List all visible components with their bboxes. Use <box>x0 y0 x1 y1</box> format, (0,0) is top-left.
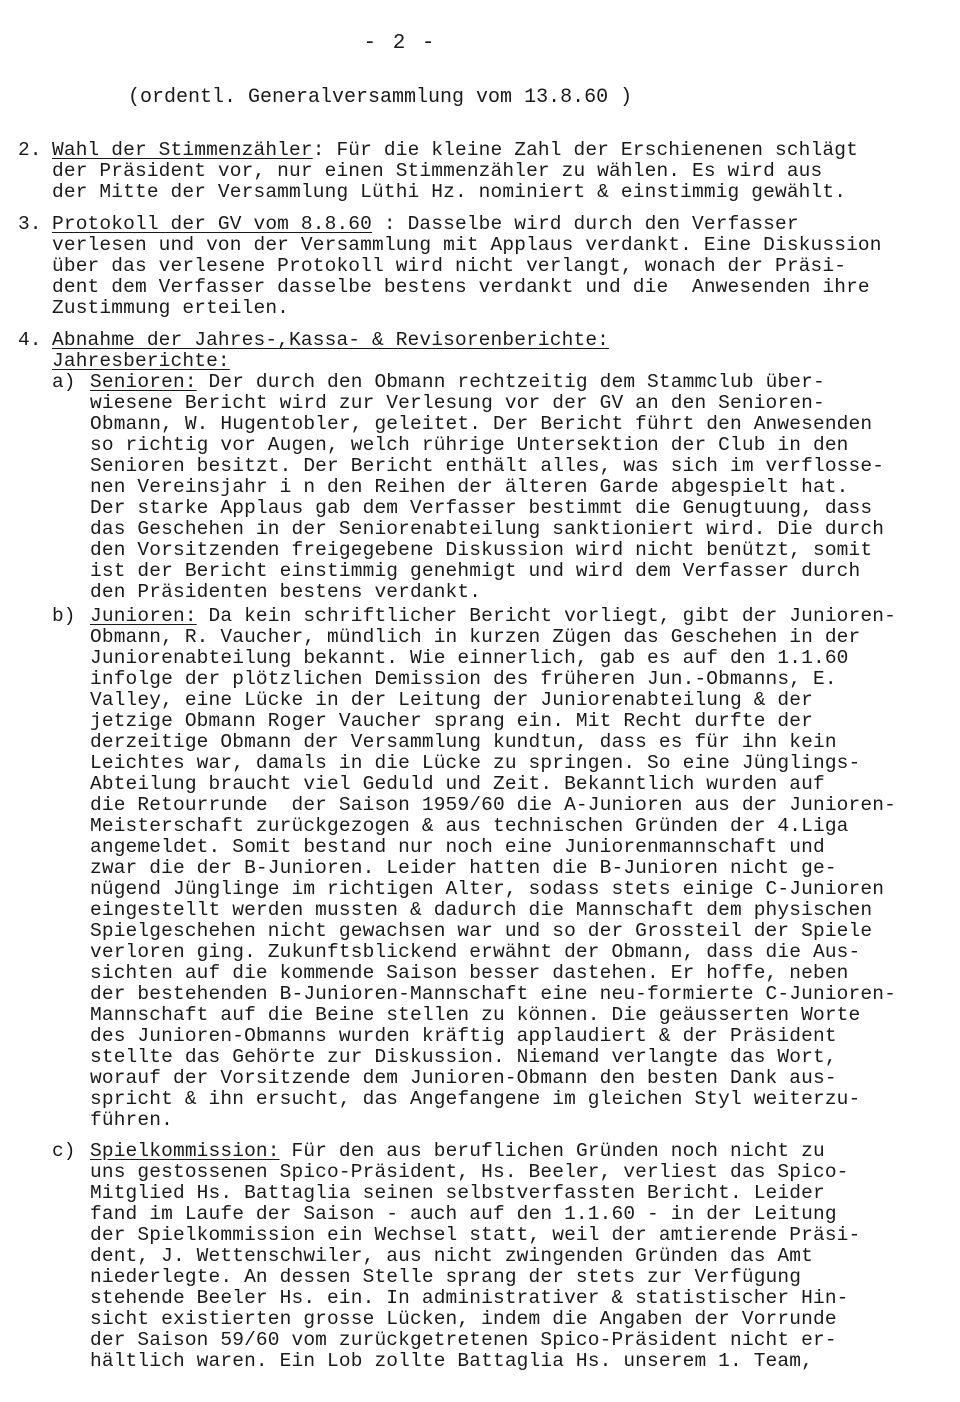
section-line: der Präsident vor, nur einen Stimmenzähler zu wählen. Es wird aus <box>52 160 823 182</box>
item-line: Valley, eine Lücke in der Leitung der Juniorenabteilung & der <box>90 689 813 711</box>
item-text: Der durch den Obmann rechtzeitig dem Stammclub über- <box>196 371 825 393</box>
item-line: der Spielkommission ein Wechsel statt, weil der amtierende Präsi- <box>90 1224 861 1246</box>
item-text: Für den aus beruflichen Gründen noch nicht zu <box>279 1140 825 1162</box>
item-line: Obmann, R. Vaucher, mündlich in kurzen Zügen das Geschehen in der <box>90 626 861 648</box>
item-heading: Senioren: <box>90 371 197 393</box>
item-line: Mannschaft auf die Beine stellen zu können. Die geäusserten Worte <box>90 1004 861 1026</box>
item-line: angemeldet. Somit bestand nur noch eine Juniorenmannschaft und <box>90 836 825 858</box>
item-line: ist der Bericht einstimmig genehmigt und wird dem Verfasser durch <box>90 560 861 582</box>
item-line: uns gestossenen Spico-Präsident, Hs. Beeler, verliest das Spico- <box>90 1161 849 1183</box>
section-number: 3. <box>18 213 42 235</box>
section-line <box>52 213 799 235</box>
item-line: das Geschehen in der Seniorenabteilung sanktioniert wird. Die durch <box>90 518 885 540</box>
item-line: eingestellt werden mussten & dadurch die Mannschaft dem physischen <box>90 899 873 921</box>
item-line: stellte das Gehörte zur Diskussion. Niemand verlangte das Wort, <box>90 1046 837 1068</box>
item-line: infolge der plötzlichen Demission des früheren Jun.-Obmanns, E. <box>90 668 837 690</box>
item-line: Mitglied Hs. Battaglia seinen selbstverfassten Bericht. Leider <box>90 1182 825 1204</box>
item-line: worauf der Vorsitzende dem Junioren-Obmann den besten Dank aus- <box>90 1067 837 1089</box>
item-line: dent, J. Wettenschwiler, aus nicht zwingenden Gründen das Amt <box>90 1245 813 1267</box>
item-label: c) <box>52 1140 76 1162</box>
section-line: über das verlesene Protokoll wird nicht verlangt, wonach der Präsi- <box>52 255 847 277</box>
item-line: die Retourrunde der Saison 1959/60 die A-Junioren aus der Junioren- <box>90 794 896 816</box>
item-line: nügend Jünglinge im richtigen Alter, sodass stets einige C-Junioren <box>90 878 885 900</box>
item-line: jetzige Obmann Roger Vaucher sprang ein. Mit Recht durfte der <box>90 710 813 732</box>
item-line <box>90 605 896 627</box>
section-number: 4. <box>18 329 42 351</box>
item-line: Meisterschaft zurückgezogen & aus technischen Gründen der 4.Liga <box>90 815 849 837</box>
item-line: derzeitige Obmann der Versammlung kundtun, dass es für ihn kein <box>90 731 837 753</box>
item-line: Senioren besitzt. Der Bericht enthält alles, was sich im verflosse- <box>90 455 885 477</box>
item-line: nen Vereinsjahr i n den Reihen der älteren Garde abgespielt hat. <box>90 476 849 498</box>
section-subheading: Jahresberichte: <box>52 350 230 372</box>
section-heading: Abnahme der Jahres-,Kassa- & Revisorenberichte: <box>52 329 610 351</box>
item-line: den Präsidenten bestens verdankt. <box>90 581 482 603</box>
item-line: Der starke Applaus gab dem Verfasser bestimmt die Genugtuung, dass <box>90 497 873 519</box>
item-line: hältlich waren. Ein Lob zollte Battaglia Hs. unserem 1. Team, <box>90 1350 813 1372</box>
section-number: 2. <box>18 139 42 161</box>
item-line: führen. <box>90 1109 173 1131</box>
section-line <box>52 139 858 161</box>
item-line: wiesene Bericht wird zur Verlesung vor der GV an den Senioren- <box>90 392 825 414</box>
section-heading: Wahl der Stimmenzähler <box>52 139 313 161</box>
item-line: spricht & ihn ersucht, das Angefangene im gleichen Styl weiterzu- <box>90 1088 861 1110</box>
item-line: zwar die der B-Junioren. Leider hatten die B-Junioren nicht ge- <box>90 857 837 879</box>
section-line: Zustimmung erteilen. <box>52 297 290 319</box>
item-line: so richtig vor Augen, welch rührige Untersektion der Club in den <box>90 434 849 456</box>
section-line: dent dem Verfasser dasselbe bestens verdankt und die Anwesenden ihre <box>52 276 870 298</box>
item-line: den Vorsitzenden freigegebene Diskussion wird nicht benützt, somit <box>90 539 873 561</box>
document-subtitle: (ordentl. Generalversammlung vom 13.8.60 ) <box>128 86 633 109</box>
item-text: Da kein schriftlicher Bericht vorliegt, gibt der Junioren- <box>196 605 896 627</box>
section-text: : Dasselbe wird durch den Verfasser <box>372 213 799 235</box>
item-line: der bestehenden B-Junioren-Mannschaft eine neu-formierte C-Junioren- <box>90 983 896 1005</box>
item-line <box>90 371 825 393</box>
section-line: der Mitte der Versammlung Lüthi Hz. nominiert & einstimmig gewählt. <box>52 181 847 203</box>
section-heading: Protokoll der GV vom 8.8.60 <box>52 213 373 235</box>
section-text: : Für die kleine Zahl der Erschienenen schlägt <box>312 139 858 161</box>
item-line: fand im Laufe der Saison - auch auf den 1.1.60 - in der Leitung <box>90 1203 837 1225</box>
item-label: a) <box>52 371 76 393</box>
item-line: Obmann, W. Hugentobler, geleitet. Der Bericht führt den Anwesenden <box>90 413 873 435</box>
item-line: Leichtes war, damals in die Lücke zu springen. So eine Jünglings- <box>90 752 861 774</box>
item-line: sicht existierten grosse Lücken, indem die Angaben der Vorrunde <box>90 1308 837 1330</box>
item-line <box>90 1140 825 1162</box>
item-line: des Junioren-Obmanns wurden kräftig applaudiert & der Präsident <box>90 1025 837 1047</box>
item-heading: Spielkommission: <box>90 1140 280 1162</box>
item-line: der Saison 59/60 vom zurückgetretenen Spico-Präsident nicht er- <box>90 1329 837 1351</box>
item-line: sichten auf die kommende Saison besser dastehen. Er hoffe, neben <box>90 962 849 984</box>
item-line: Spielgeschehen nicht gewachsen war und so der Grossteil der Spiele <box>90 920 873 942</box>
item-line: niederlegte. An dessen Stelle sprang der stets zur Verfügung <box>90 1266 802 1288</box>
item-line: Abteilung braucht viel Geduld und Zeit. Bekanntlich wurden auf <box>90 773 825 795</box>
section-line: verlesen und von der Versammlung mit Applaus verdankt. Eine Diskussion <box>52 234 882 256</box>
item-line: Juniorenabteilung bekannt. Wie einnerlich, gab es auf den 1.1.60 <box>90 647 849 669</box>
item-line: verloren ging. Zukunftsblickend erwähnt der Obmann, dass die Aus- <box>90 941 861 963</box>
item-line: stehende Beeler Hs. ein. In administrativer & statistischer Hin- <box>90 1287 849 1309</box>
item-heading: Junioren: <box>90 605 197 627</box>
page-number: - 2 - <box>363 32 437 55</box>
item-label: b) <box>52 605 76 627</box>
